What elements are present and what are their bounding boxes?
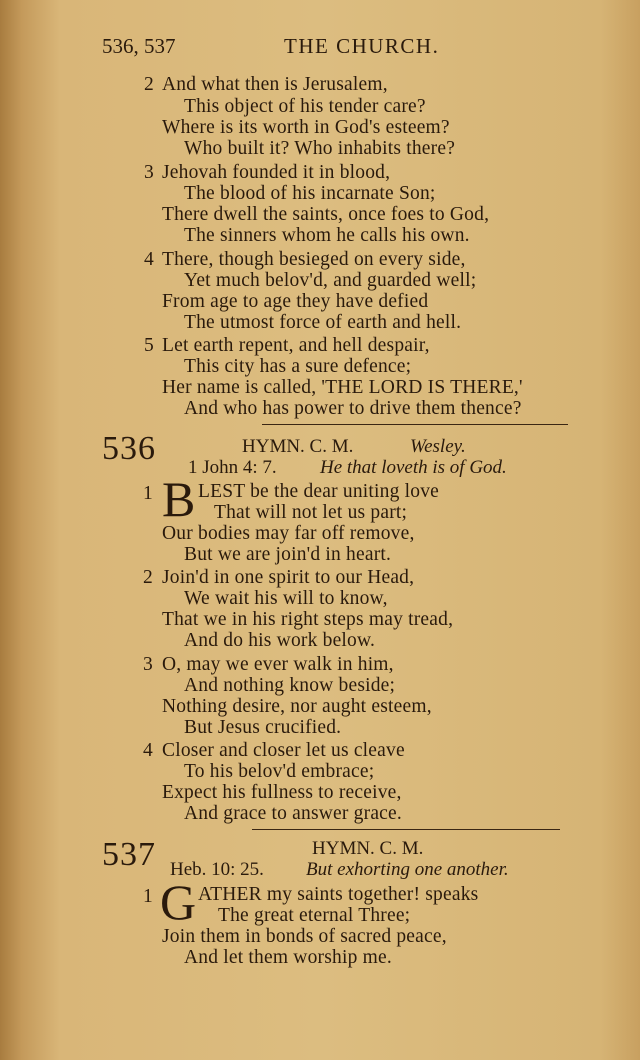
page-header [0, 34, 640, 64]
verse-line: And what then is Jerusalem, [162, 74, 388, 95]
stanza-number: 3 [144, 162, 154, 183]
verse-line: Jehovah founded it in blood, [162, 162, 391, 183]
scripture-reference: 1 John 4: 7. [188, 457, 277, 478]
verse-line: There, though besieged on every side, [162, 249, 466, 270]
verse-line: And who has power to drive them thence? [184, 398, 522, 419]
verse-line: And let them worship me. [184, 947, 392, 968]
stanza-number: 5 [144, 335, 154, 356]
verse-line: Let earth repent, and hell despair, [162, 335, 430, 356]
stanza-number: 4 [144, 249, 154, 270]
verse-line: This object of his tender care? [184, 96, 426, 117]
drop-cap: B [162, 471, 196, 527]
hymn-motto: He that loveth is of God. [320, 457, 507, 478]
verse-line: The sinners whom he calls his own. [184, 225, 470, 246]
verse-line: Where is its worth in God's esteem? [162, 117, 450, 138]
verse-line: Expect his fullness to receive, [162, 782, 402, 803]
verse-line: Our bodies may far off remove, [162, 523, 415, 544]
verse-line: The great eternal Three; [218, 905, 411, 926]
running-title: THE CHURCH. [284, 34, 440, 58]
stanza-number: 1 [143, 483, 153, 504]
verse-line: Join them in bonds of sacred peace, [162, 926, 447, 947]
verse-line: Her name is called, 'THE LORD IS THERE,' [162, 377, 523, 398]
verse-line: And do his work below. [184, 630, 376, 651]
hymn-meter: HYMN. C. M. [242, 436, 354, 457]
section-divider [262, 424, 568, 425]
verse-line: But Jesus crucified. [184, 717, 342, 738]
verse-line: Closer and closer let us cleave [162, 740, 405, 761]
hymn-number: 537 [102, 836, 156, 873]
verse-line: To his belov'd embrace; [184, 761, 375, 782]
hymn-motto: But exhorting one another. [306, 859, 509, 880]
verse-line: ATHER my saints together! speaks [198, 884, 479, 905]
verse-line: Nothing desire, nor aught esteem, [162, 696, 432, 717]
verse-line: Join'd in one spirit to our Head, [162, 567, 415, 588]
stanza-number: 3 [143, 654, 153, 675]
verse-line: And nothing know beside; [184, 675, 396, 696]
verse-line: There dwell the saints, once foes to God, [162, 204, 490, 225]
stanza-number: 2 [143, 567, 153, 588]
stanza-number: 4 [143, 740, 153, 761]
verse-line: Who built it? Who inhabits there? [184, 138, 456, 159]
verse-line: We wait his will to know, [184, 588, 388, 609]
page-numbers: 536, 537 [102, 34, 176, 58]
stanza-number: 1 [143, 886, 153, 907]
section-divider [252, 829, 560, 830]
verse-line: O, may we ever walk in him, [162, 654, 394, 675]
hymn-meter: HYMN. C. M. [312, 838, 424, 859]
verse-line: Yet much belov'd, and guarded well; [184, 270, 477, 291]
verse-line: But we are join'd in heart. [184, 544, 392, 565]
hymn-author: Wesley. [410, 436, 466, 457]
verse-line: That will not let us part; [214, 502, 408, 523]
verse-line: This city has a sure defence; [184, 356, 412, 377]
verse-line: LEST be the dear uniting love [198, 481, 440, 502]
stanza-number: 2 [144, 74, 154, 95]
verse-line: And grace to answer grace. [184, 803, 402, 824]
verse-line: From age to age they have defied [162, 291, 429, 312]
hymn-number: 536 [102, 430, 156, 467]
verse-line: The blood of his incarnate Son; [184, 183, 436, 204]
drop-cap: G [160, 874, 197, 930]
scripture-reference: Heb. 10: 25. [170, 859, 264, 880]
verse-line: That we in his right steps may tread, [162, 609, 454, 630]
verse-line: The utmost force of earth and hell. [184, 312, 462, 333]
